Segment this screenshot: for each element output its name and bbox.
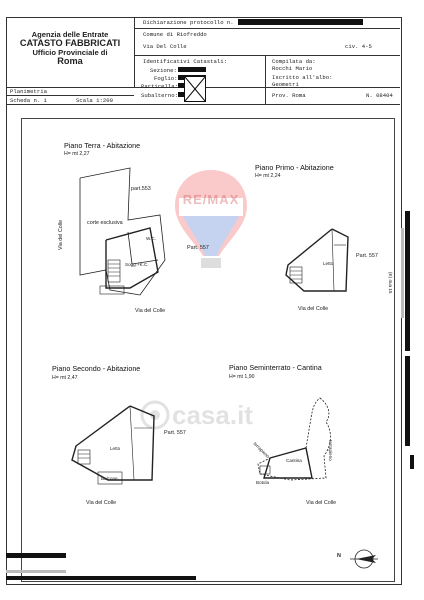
terra-via-vert: Via del Colle — [58, 219, 64, 250]
primo-part557: Part. 557 — [356, 253, 378, 259]
north-label: N — [337, 553, 341, 559]
header-rule-1 — [134, 28, 400, 29]
foglio-label: Foglio: — [154, 75, 178, 82]
seminterrato-cantina: Cantina — [286, 458, 302, 463]
agency-line2: CATASTO FABBRICATI — [19, 38, 121, 48]
compilatore-name: Rocchi Mario — [272, 65, 313, 72]
primo-title: Piano Primo - Abitazione — [255, 163, 334, 172]
seminterrato-height: H= mt 1,90 — [229, 374, 255, 380]
secondo-height: H= mt 2,47 — [52, 375, 78, 381]
comune-label: Comune di Riofreddo — [143, 31, 207, 38]
sezione-label: Sezione: — [150, 67, 177, 74]
seminterrato-botola: Botola — [256, 480, 270, 485]
seminterrato-terrapieno-1: terrapieno — [252, 441, 271, 460]
terra-part557: Part. 557 — [187, 245, 209, 251]
primo-plan-drawing — [276, 225, 356, 295]
secondo-title: Piano Secondo - Abitazione — [52, 364, 141, 373]
secondo-letto: Letto — [110, 446, 121, 451]
redacted-protocol — [238, 19, 363, 25]
redacted-sezione — [178, 67, 206, 72]
agency-box — [6, 17, 135, 87]
subalterno-label: Subalterno: — [141, 92, 178, 99]
seminterrato-plan-drawing — [250, 394, 340, 490]
via-label: Via Del Colle — [143, 43, 187, 50]
header-vrule — [265, 55, 266, 104]
seminterrato-via: Via del Colle — [306, 500, 337, 506]
bottom-bar-1 — [6, 553, 66, 558]
header-rule-2 — [134, 55, 400, 56]
prov-label: Prov. Roma — [272, 92, 306, 99]
terra-plan-drawing — [70, 160, 190, 300]
secondo-plan-drawing — [68, 400, 168, 490]
header-rule-4 — [6, 95, 134, 96]
casa-watermark: casa.it — [172, 400, 253, 430]
remax-watermark: RE/MAX — [182, 192, 240, 207]
side-bar-right-2 — [401, 228, 404, 318]
side-text: (E) 4ua 15 — [388, 272, 393, 294]
terra-title: Piano Terra - Abitazione — [64, 141, 141, 150]
compilata-label: Compilata da: — [272, 58, 316, 65]
primo-height: H= mt 2,24 — [255, 173, 281, 179]
side-bar-right-1 — [405, 211, 410, 351]
agency-line1: Agenzia delle Entrate — [31, 30, 109, 39]
terra-soggiorno: Sogg.+K.C. — [125, 262, 149, 267]
terra-part553: part.553 — [131, 186, 151, 192]
scala-label: Scala 1:200 — [76, 97, 113, 104]
secondo-via: Via del Colle — [86, 500, 117, 506]
bottom-bar-2 — [6, 576, 196, 580]
crossed-box-icon — [184, 76, 206, 102]
planimetria-label: Planimetria — [10, 88, 47, 95]
terra-height: H= mt 2,27 — [64, 151, 90, 157]
side-bar-right-3 — [405, 356, 410, 446]
secondo-part557: Part. 557 — [164, 430, 186, 436]
terra-corte: corte esclusiva — [87, 220, 123, 226]
bottom-bar-3 — [6, 570, 66, 573]
civ-label: civ. 4-5 — [345, 43, 372, 50]
particella-label: Particella: — [141, 83, 178, 90]
dichiarazione-label: Dichiarazione protocollo n. — [143, 19, 234, 26]
seminterrato-terrapieno-2: terrapieno — [328, 440, 333, 461]
terra-wc: W.C. — [146, 236, 156, 241]
primo-letto: Letto — [323, 261, 334, 266]
seminterrato-title: Piano Seminterrato - Cantina — [229, 363, 322, 372]
side-bar-right-4 — [410, 455, 414, 469]
albo-value: Geometri — [272, 81, 299, 88]
north-arrow-icon — [342, 548, 382, 570]
primo-via: Via del Colle — [298, 306, 329, 312]
iscritto-label: Iscritto all'albo: — [272, 74, 333, 81]
agency-line3: Ufficio Provinciale di — [32, 48, 108, 57]
scheda-label: Scheda n. 1 — [10, 97, 47, 104]
secondo-balcone: Balcone — [101, 476, 118, 481]
terra-via: Via del Colle — [135, 308, 166, 314]
agency-line4: Roma — [57, 56, 83, 66]
header-rule-5 — [6, 104, 400, 105]
identificativi-label: Identificativi Catastali: — [143, 58, 227, 65]
numero-label: N. 08404 — [366, 92, 393, 99]
